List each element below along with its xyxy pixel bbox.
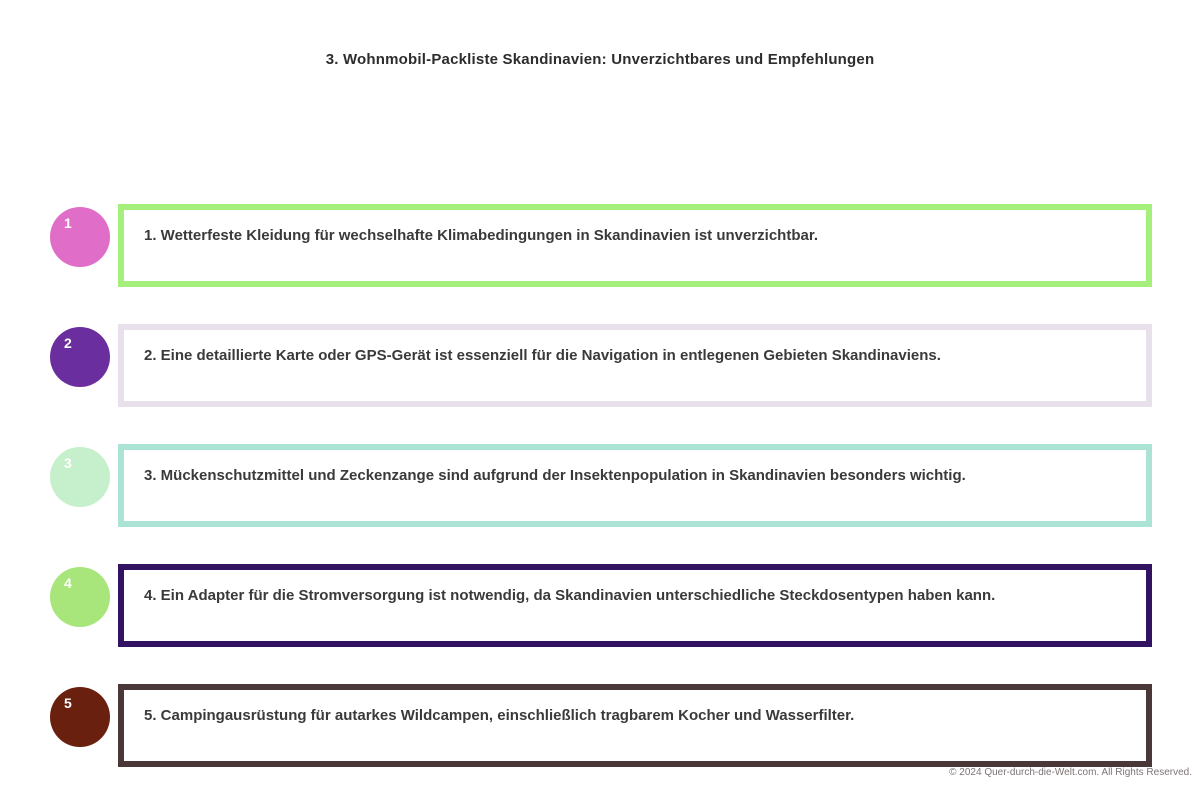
list-item xyxy=(0,564,1200,659)
item-box xyxy=(118,684,1152,767)
item-number-badge xyxy=(50,687,110,747)
item-number-badge xyxy=(50,327,110,387)
item-number-badge xyxy=(50,567,110,627)
item-number-badge xyxy=(50,447,110,507)
copyright-text: © 2024 Quer-durch-die-Welt.com. All Rights Reserved. xyxy=(949,767,1192,778)
item-box xyxy=(118,444,1152,527)
item-number: 1 xyxy=(64,215,72,231)
item-number: 4 xyxy=(64,575,72,591)
item-text: 4. Ein Adapter für die Stromversorgung ist notwendig, da Skandinavien unterschiedliche Steckdosentypen haben kann. xyxy=(144,587,996,604)
packing-list xyxy=(0,204,1200,800)
item-number: 5 xyxy=(64,695,72,711)
list-item xyxy=(0,444,1200,539)
item-number: 3 xyxy=(64,455,72,471)
item-box xyxy=(118,564,1152,647)
item-box xyxy=(118,324,1152,407)
item-text: 2. Eine detaillierte Karte oder GPS-Gerät ist essenziell für die Navigation in entlegenen Gebieten Skandinaviens. xyxy=(144,347,941,364)
item-text: 1. Wetterfeste Kleidung für wechselhafte Klimabedingungen in Skandinavien ist unverzichtbar. xyxy=(144,227,819,244)
item-number-badge xyxy=(50,207,110,267)
item-text: 3. Mückenschutzmittel und Zeckenzange sind aufgrund der Insektenpopulation in Skandinavien besonders wichtig. xyxy=(144,467,966,484)
item-text: 5. Campingausrüstung für autarkes Wildcampen, einschließlich tragbarem Kocher und Wasserfilter. xyxy=(144,707,855,724)
item-number: 2 xyxy=(64,335,72,351)
item-box xyxy=(118,204,1152,287)
list-item xyxy=(0,204,1200,299)
list-item xyxy=(0,684,1200,779)
page-title: 3. Wohnmobil-Packliste Skandinavien: Unverzichtbares und Empfehlungen xyxy=(325,51,875,68)
list-item xyxy=(0,324,1200,419)
